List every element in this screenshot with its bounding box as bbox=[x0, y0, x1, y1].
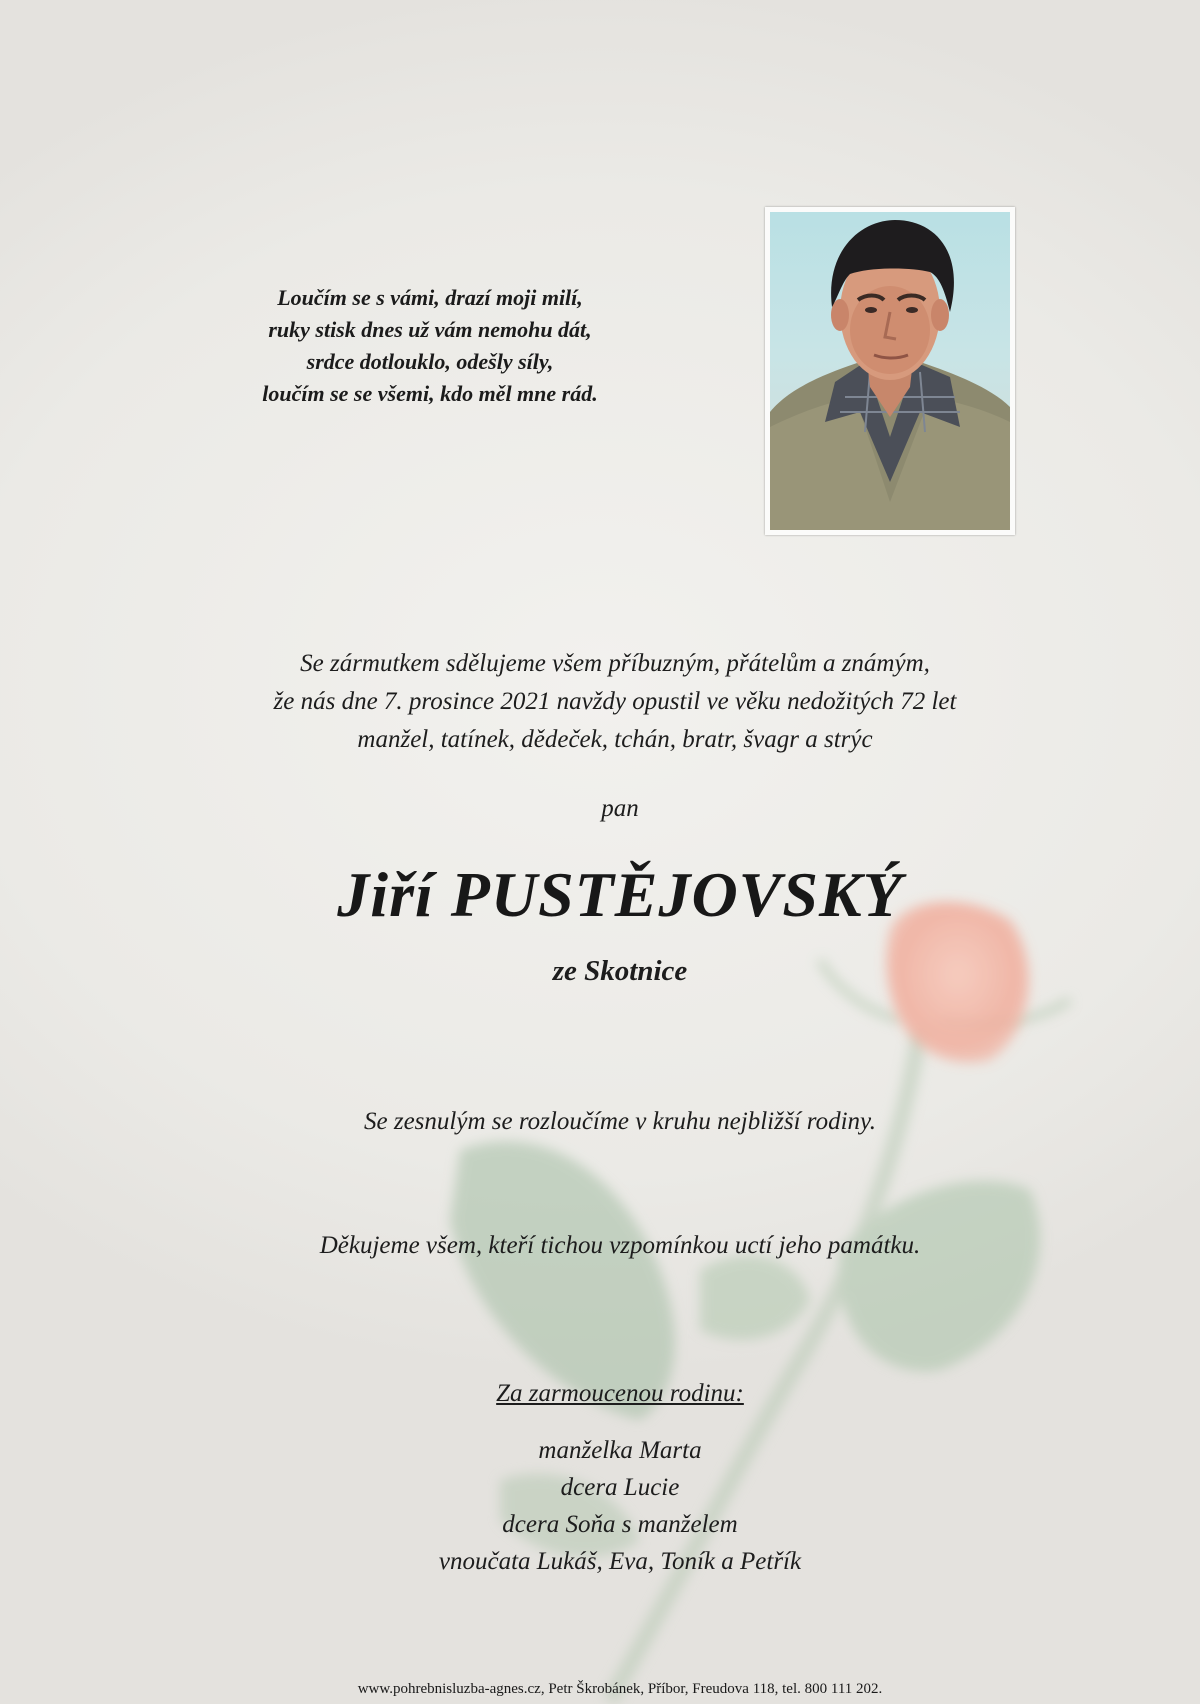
funeral-notice: Se zesnulým se rozloučíme v kruhu nejbližší rodiny. bbox=[364, 1108, 876, 1135]
portrait-photo bbox=[770, 212, 1010, 530]
announcement-line: manžel, tatínek, dědeček, tchán, bratr, švagr a strýc bbox=[357, 726, 873, 753]
deceased-origin: ze Skotnice bbox=[552, 955, 688, 987]
death-announcement bbox=[170, 645, 1060, 759]
funeral-service-footer: www.pohrebnisluzba-agnes.cz, Petr Škrobánek, Příbor, Freudova 118, tel. 800 111 202. bbox=[357, 1681, 883, 1697]
announcement-line: že nás dne 7. prosince 2021 navždy opustil ve věku nedožitých 72 let bbox=[273, 688, 957, 715]
family-member: manželka Marta bbox=[538, 1437, 702, 1464]
poem-line: ruky stisk dnes už vám nemohu dát, bbox=[268, 317, 592, 342]
farewell-poem bbox=[200, 282, 660, 410]
poem-line: loučím se se všemi, kdo měl mne rád. bbox=[262, 381, 598, 406]
thanks-note: Děkujeme všem, kteří tichou vzpomínkou uctí jeho památku. bbox=[319, 1232, 921, 1259]
family-member: dcera Lucie bbox=[560, 1474, 680, 1501]
family-heading: Za zarmoucenou rodinu: bbox=[496, 1380, 744, 1407]
announcement-line: Se zármutkem sdělujeme všem příbuzným, přátelům a známým, bbox=[300, 650, 930, 677]
poem-line: srdce dotlouklo, odešly síly, bbox=[306, 349, 554, 374]
portrait-frame bbox=[765, 207, 1015, 535]
deceased-name: Jiří PUSTĚJOVSKÝ bbox=[337, 859, 903, 930]
family-member: vnoučata Lukáš, Eva, Toník a Petřík bbox=[438, 1548, 802, 1575]
honorific: pan bbox=[601, 795, 639, 822]
family-members bbox=[370, 1432, 870, 1580]
family-member: dcera Soňa s manželem bbox=[502, 1511, 738, 1538]
poem-line: Loučím se s vámi, drazí moji milí, bbox=[277, 285, 583, 310]
